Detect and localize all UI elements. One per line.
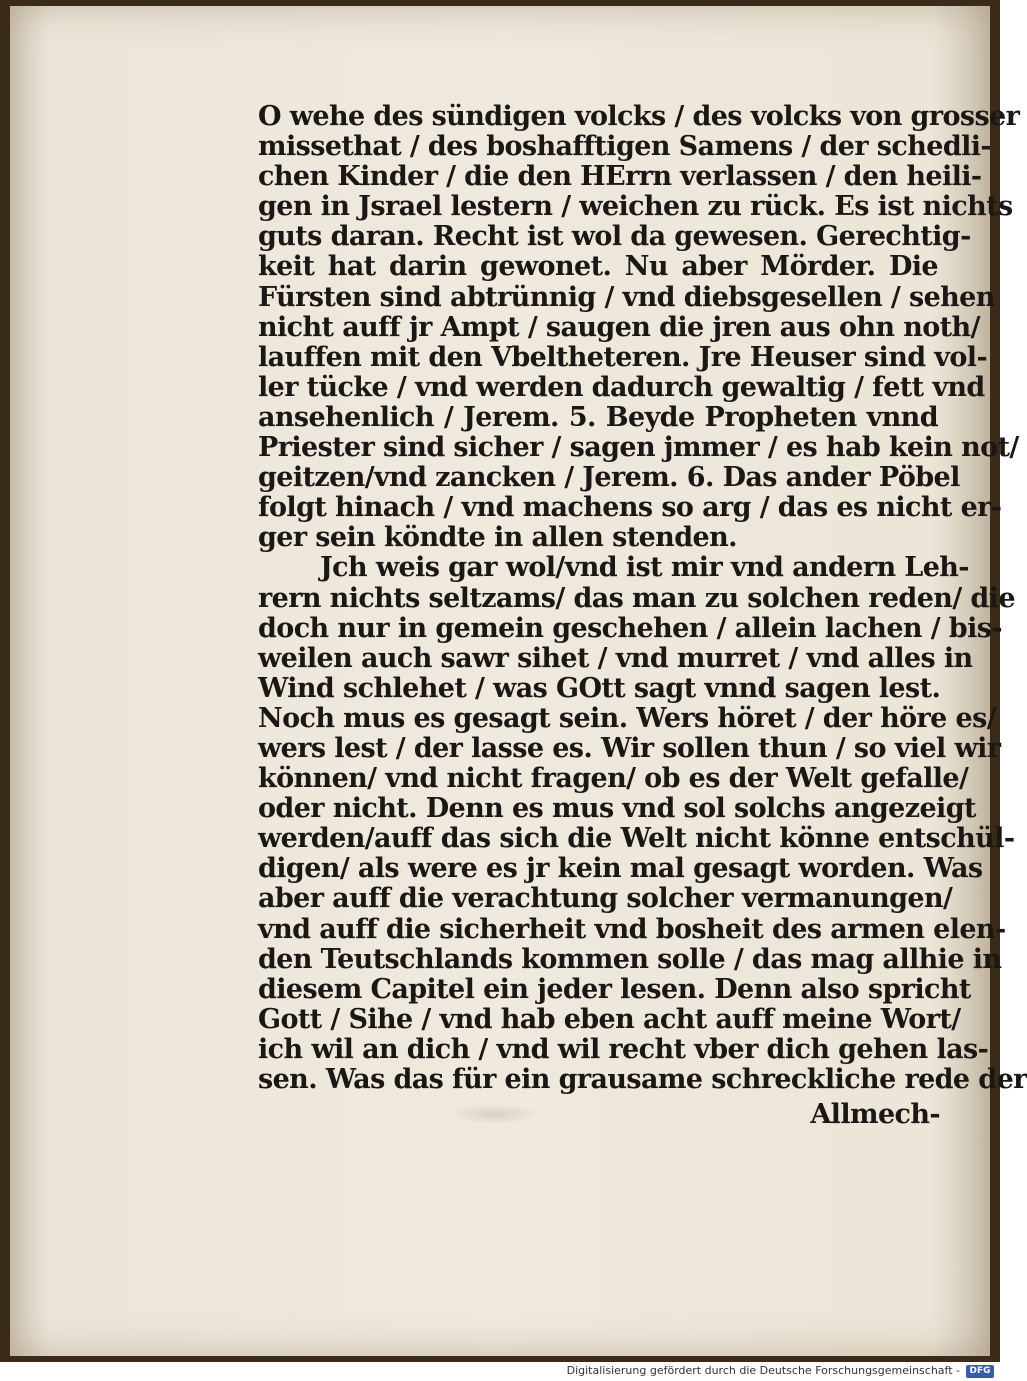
text-line: oder nicht. Denn es mus vnd sol solchs angezeigt — [258, 793, 976, 825]
text-line: Noch mus es gesagt sein. Wers höret / der höre es/ — [258, 702, 996, 734]
text-line: digen/ als were es jr kein mal gesagt worden. Was — [258, 853, 983, 885]
text-line: sen. Was das für ein grausame schreckliche rede der — [258, 1064, 1027, 1095]
text-line: den Teutschlands kommen solle / das mag allhie in — [258, 943, 1002, 975]
text-line: Gott / Sihe / vnd hab eben acht auff meine Wort/ — [258, 1003, 961, 1035]
text-line: guts daran. Recht ist wol da gewesen. Gerechtig- — [258, 221, 971, 253]
text-line: werden/auff das sich die Welt nicht könne entschül- — [258, 823, 1015, 855]
text-line: Wind schlehet / was GOtt sagt vnnd sagen lest. — [258, 672, 941, 704]
text-line: missethat / des boshafftigen Samens / der schedli- — [258, 131, 992, 163]
text-line: ich wil an dich / vnd wil recht vber dich gehen las- — [258, 1033, 989, 1065]
text-line: lauffen mit den Vbeltheteren. Jre Heuser sind vol- — [258, 341, 988, 373]
text-line-paragraph-end: ger sein köndte in allen stenden. — [258, 522, 737, 554]
text-line: O wehe des sündigen volcks / des volcks von grosser — [258, 101, 1020, 132]
page-text — [258, 101, 1027, 1095]
dfg-logo-icon: DFG — [966, 1365, 994, 1378]
text-line: nicht auff jr Ampt / saugen die jren aus ohn noth/ — [258, 311, 980, 343]
text-line: doch nur in gemein geschehen / allein lachen / bis- — [258, 612, 1002, 644]
text-line: chen Kinder / die den HErrn verlassen / den heili- — [258, 161, 982, 193]
text-line-paragraph-start: Jch weis gar wol/vnd ist mir vnd andern Leh- — [320, 552, 969, 584]
text-line: ler tücke / vnd werden dadurch gewaltig / fett vnd — [258, 371, 985, 403]
text-line: Fürsten sind abtrünnig / vnd diebsgesellen / sehen — [258, 281, 995, 313]
text-line: keit hat darin gewonet. Nu aber Mörder. Die — [258, 251, 938, 283]
ink-smudge — [450, 1104, 540, 1124]
text-line: wers lest / der lasse es. Wir sollen thun / so viel wir — [258, 732, 1001, 764]
text-line: können/ vnd nicht fragen/ ob es der Welt gefalle/ — [258, 763, 969, 795]
footer-bar — [0, 1362, 1000, 1381]
text-line: vnd auff die sicherheit vnd bosheit des armen elen- — [258, 913, 1006, 945]
text-line: rern nichts seltzams/ das man zu solchen reden/ die — [258, 582, 1015, 614]
text-line: diesem Capitel ein jeder lesen. Denn also spricht — [258, 973, 971, 1005]
text-line: aber auff die verachtung solcher vermanungen/ — [258, 883, 953, 915]
text-line: folgt hinach / vnd machens so arg / das es nicht er- — [258, 492, 1002, 524]
text-line: weilen auch sawr sihet / vnd murret / vnd alles in — [258, 642, 973, 674]
catchword: Allmech- — [810, 1099, 940, 1130]
text-line: gen in Jsrael lestern / weichen zu rück. Es ist nichts — [258, 191, 1013, 223]
text-line: geitzen/vnd zancken / Jerem. 6. Das ander Pöbel — [258, 462, 960, 494]
text-line: Priester sind sicher / sagen jmmer / es hab kein not/ — [258, 432, 1019, 464]
book-page — [10, 6, 1027, 1356]
funding-credit: Digitalisierung gefördert durch die Deutsche Forschungsgemeinschaft - — [566, 1364, 960, 1377]
text-line: ansehenlich / Jerem. 5. Beyde Propheten vnnd — [258, 401, 938, 433]
